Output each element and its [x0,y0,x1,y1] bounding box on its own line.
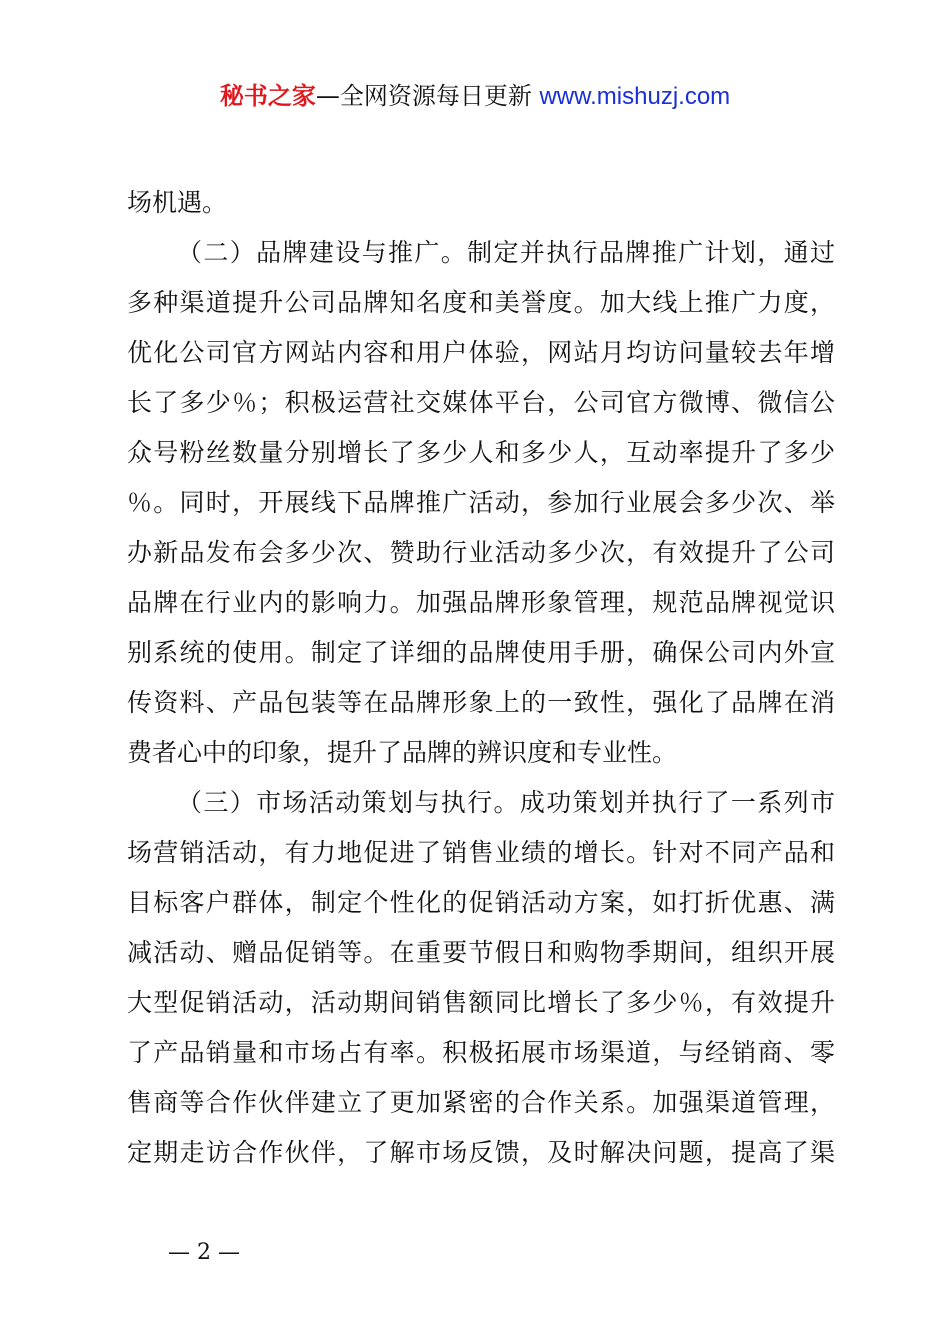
text-line: 定期走访合作伙伴，了解市场反馈，及时解决问题，提高了渠 [127,1138,835,1167]
text-line: 大型促销活动，活动期间销售额同比增长了多少％，有效提升 [127,988,835,1017]
site-brand-name: 秘书之家 [219,82,316,110]
text-line: 办新品发布会多少次、赞助行业活动多少次，有效提升了公司 [127,538,835,567]
text-line: 别系统的使用。制定了详细的品牌使用手册，确保公司内外宣 [127,638,835,667]
text-line: ％。同时，开展线下品牌推广活动，参加行业展会多少次、举 [127,488,835,517]
section-2-heading-line: （二）品牌建设与推广。制定并执行品牌推广计划，通过 [177,238,835,267]
text-line: 长了多少％；积极运营社交媒体平台，公司官方微博、微信公 [127,388,835,417]
text-line: 目标客户群体，制定个性化的促销活动方案，如打折优惠、满 [127,888,835,917]
text-line: 优化公司官方网站内容和用户体验，网站月均访问量较去年增 [127,338,835,367]
text-line: 费者心中的印象，提升了品牌的辨识度和专业性。 [127,738,678,767]
text-line: 场机遇。 [127,188,228,217]
text-line: 多种渠道提升公司品牌知名度和美誉度。加大线上推广力度， [127,288,835,317]
text-line: 传资料、产品包装等在品牌形象上的一致性，强化了品牌在消 [127,688,835,717]
text-line: 了产品销量和市场占有率。积极拓展市场渠道，与经销商、零 [127,1038,835,1067]
site-header [0,80,950,113]
page-number: — 2 — [168,1240,240,1265]
text-line: 场营销活动，有力地促进了销售业绩的增长。针对不同产品和 [127,838,835,867]
text-line: 品牌在行业内的影响力。加强品牌形象管理，规范品牌视觉识 [127,588,835,617]
document-body [127,178,835,1178]
site-tagline: —全网资源每日更新 [315,82,532,110]
text-line: 售商等合作伙伴建立了更加紧密的合作关系。加强渠道管理， [127,1088,835,1117]
text-line: 众号粉丝数量分别增长了多少人和多少人，互动率提升了多少 [127,438,835,467]
site-url-link[interactable]: www.mishuzj.com [539,83,731,110]
text-line: 减活动、赠品促销等。在重要节假日和购物季期间，组织开展 [127,938,835,967]
section-3-heading-line: （三）市场活动策划与执行。成功策划并执行了一系列市 [177,788,835,817]
